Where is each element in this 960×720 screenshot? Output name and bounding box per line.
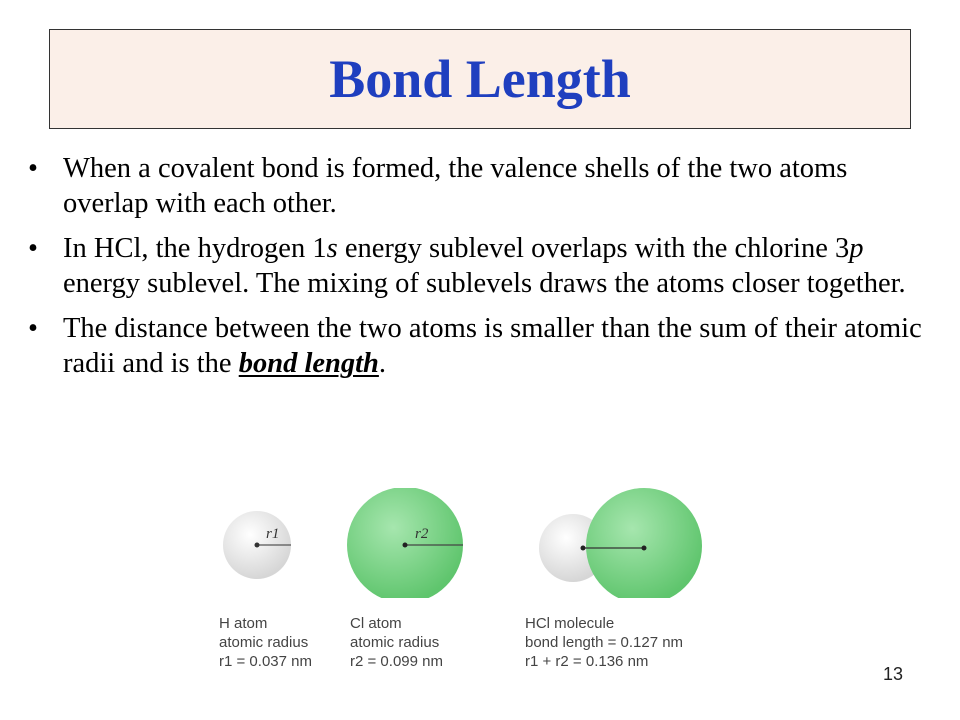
cl-radius-label: r2 [415,526,429,542]
bullet-marker: • [28,153,38,184]
h-radius-label: r1 [266,526,280,542]
atom-figure [190,488,750,688]
h-atom-caption: H atom atomic radius r1 = 0.037 nm [219,615,312,670]
bullet-italic: p [849,233,864,264]
hcl-molecule [539,488,702,598]
bullet-marker: • [28,233,38,264]
cl-atom-sphere [347,488,463,598]
bullet-italic: s [326,233,338,264]
bond-length-term: bond length [238,348,379,379]
bullet-marker: • [28,313,38,344]
bullet-text: . [378,348,387,379]
slide-title: Bond Length [329,49,631,109]
hcl-caption: HCl molecule bond length = 0.127 nm r1 + r2 = 0.136 nm [525,615,684,670]
title-box [49,29,911,129]
bullet-text: energy sublevel overlaps with the chlorine 3 [337,233,850,264]
bullet-text: The distance between the two atoms is smaller than the sum of their atomic radii and is the [63,313,922,379]
page-number: 13 [882,664,903,684]
bullet-text: energy sublevel. The mixing of sublevels draws the atoms closer together. [63,268,906,299]
bullet-text: When a covalent bond is formed, the valence shells of the two atoms overlap with each other. [63,153,848,219]
bullet-item [28,151,933,221]
bullet-item [28,311,933,381]
bullet-text: In HCl, the hydrogen 1 [63,233,327,264]
h-atom-sphere [223,511,291,579]
bullet-list [28,151,933,391]
cl-atom-caption: Cl atom atomic radius r2 = 0.099 nm [350,615,443,670]
atom-diagram [190,488,750,598]
bullet-item [28,231,933,301]
